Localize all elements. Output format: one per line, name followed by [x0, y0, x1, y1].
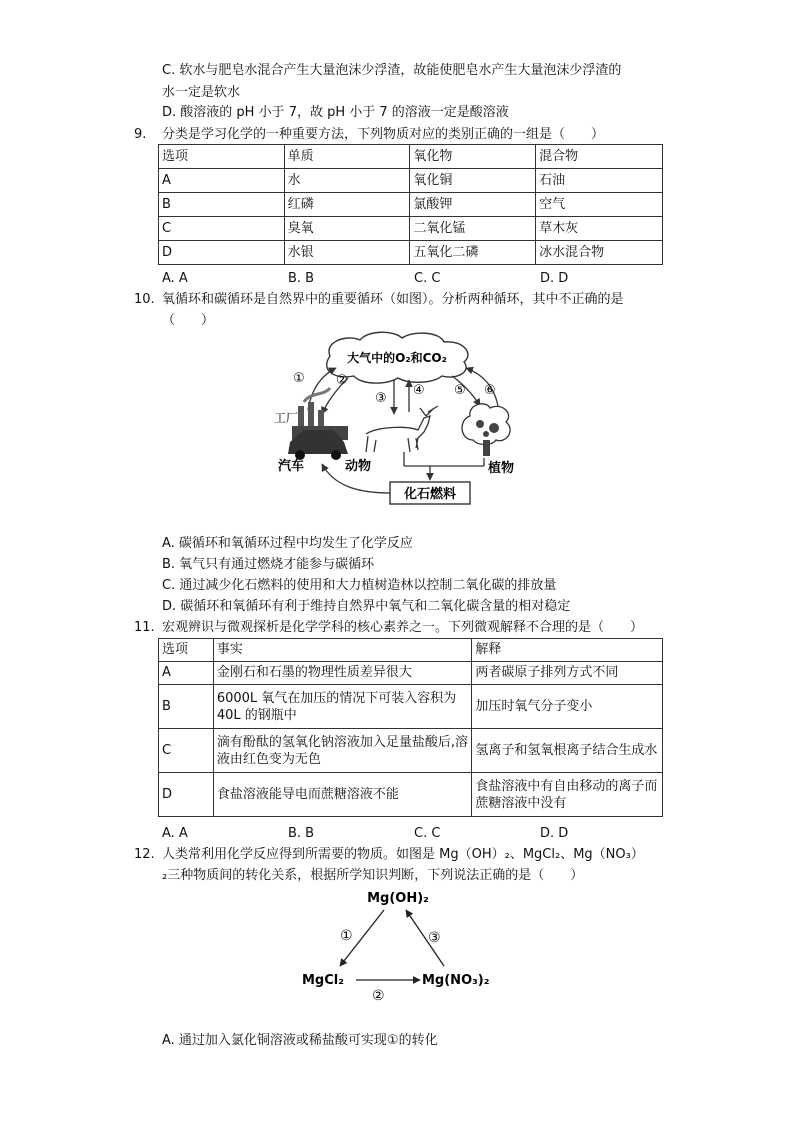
q11-stem: 宏观辨识与微观探析是化学学科的核心素养之一。下列微观解释不合理的是（ ） [162, 620, 644, 635]
q8-option-c-line1: C. 软水与肥皂水混合产生大量泡沫少浮渣，故能使肥皂水产生大量泡沫少浮渣的 [162, 63, 622, 78]
q8-option-c-line2: 水一定是软水 [162, 85, 241, 100]
q9-option-c[interactable]: C. C [414, 271, 441, 286]
table-row [159, 662, 663, 685]
table-cell: 二氧化锰 [410, 217, 536, 241]
q11-option-c[interactable]: C. C [414, 826, 441, 841]
table-cell: B [159, 193, 285, 217]
table-cell: 氢离子和氢氧根离子结合生成水 [472, 729, 663, 773]
table-cell: 金刚石和石墨的物理性质差异很大 [213, 662, 472, 685]
table-cell: 臭氧 [284, 217, 410, 241]
table-cell: 水 [284, 169, 410, 193]
q11-option-d[interactable]: D. D [540, 826, 569, 841]
table-cell: 水银 [284, 241, 410, 265]
q9-stem: 分类是学习化学的一种重要方法，下列物质对应的类别正确的一组是（ ） [162, 127, 605, 142]
q10-number: 10. [134, 292, 155, 307]
table-cell: 五氧化二磷 [410, 241, 536, 265]
deer-icon [366, 406, 438, 452]
marker-2: ② [372, 988, 385, 1004]
animal-label: 动物 [345, 459, 372, 474]
carbon-oxygen-cycle-diagram [268, 330, 526, 510]
q11-header-cell: 事实 [213, 639, 472, 662]
plant-label: 植物 [488, 461, 515, 476]
marker-1: ① [340, 928, 353, 944]
q9-header-cell: 混合物 [536, 145, 663, 169]
table-cell: 草木灰 [536, 217, 663, 241]
q11-header-cell: 解释 [472, 639, 663, 662]
table-cell: 氧化铜 [410, 169, 536, 193]
tree-icon [462, 404, 510, 456]
q10-option-c[interactable]: C. 通过减少化石燃料的使用和大力植树造林以控制二氧化碳的排放量 [162, 578, 557, 593]
table-cell: 石油 [536, 169, 663, 193]
q10-stem-line1: 氧循环和碳循环是自然界中的重要循环（如图）。分析两种循环，其中不正确的是 [162, 292, 624, 307]
q9-header-cell: 氧化物 [410, 145, 536, 169]
mgcl2-label: MgCl₂ [302, 973, 344, 988]
marker-2: ② [336, 373, 348, 388]
table-cell: C [159, 217, 285, 241]
q12-stem-line1: 人类常利用化学反应得到所需要的物质。如图是 Mg（OH）₂、MgCl₂、Mg（NO₃） [162, 847, 644, 862]
q9-option-a[interactable]: A. A [162, 271, 188, 286]
table-cell: 红磷 [284, 193, 410, 217]
car-label: 汽车 [278, 459, 305, 474]
table-cell: C [159, 729, 214, 773]
q12-stem-line2: ₂三种物质间的转化关系，根据所学知识判断，下列说法正确的是（ ） [162, 868, 584, 883]
q10-stem-line2: （ ） [162, 313, 215, 328]
q11-table [158, 638, 663, 817]
table-cell: 两者碳原子排列方式不同 [472, 662, 663, 685]
marker-5: ⑤ [454, 383, 466, 398]
table-cell: D [159, 773, 214, 817]
q11-option-a[interactable]: A. A [162, 826, 188, 841]
q10-option-a[interactable]: A. 碳循环和氧循环过程中均发生了化学反应 [162, 536, 413, 551]
marker-6: ⑥ [484, 383, 496, 398]
table-row [159, 169, 663, 193]
q9-option-b[interactable]: B. B [288, 271, 315, 286]
factory-label: 工厂 [274, 411, 299, 425]
fossil-fuel-label: 化石燃料 [403, 487, 457, 502]
q12-option-a[interactable]: A. 通过加入氯化铜溶液或稀盐酸可实现①的转化 [162, 1033, 438, 1048]
mgoh2-label: Mg(OH)₂ [367, 891, 429, 906]
q9-header-cell: 选项 [159, 145, 285, 169]
q11-header-cell: 选项 [159, 639, 214, 662]
table-cell: 6000L 氧气在加压的情况下可装入容积为40L 的钢瓶中 [213, 685, 472, 729]
table-cell: 冰水混合物 [536, 241, 663, 265]
q12-number: 12. [134, 847, 155, 862]
table-cell: 食盐溶液中有自由移动的离子而蔗糖溶液中没有 [472, 773, 663, 817]
table-cell: D [159, 241, 285, 265]
table-cell: 滴有酚酞的氢氧化钠溶液加入足量盐酸后,溶液由红色变为无色 [213, 729, 472, 773]
mg-conversion-diagram [296, 886, 506, 1004]
marker-4: ④ [413, 383, 425, 398]
table-row [159, 217, 663, 241]
table-cell: B [159, 685, 214, 729]
q9-options [162, 270, 666, 288]
mgno32-label: Mg(NO₃)₂ [422, 973, 490, 988]
table-cell: 加压时氧气分子变小 [472, 685, 663, 729]
q9-number: 9. [134, 127, 147, 142]
cloud-label: 大气中的O₂和CO₂ [347, 351, 447, 365]
table-cell: 氯酸钾 [410, 193, 536, 217]
q8-option-d: D. 酸溶液的 pH 小于 7，故 pH 小于 7 的溶液一定是酸溶液 [162, 105, 509, 120]
table-cell: A [159, 169, 285, 193]
table-row [159, 193, 663, 217]
table-cell: A [159, 662, 214, 685]
q10-option-d[interactable]: D. 碳循环和氧循环有利于维持自然界中氧气和二氧化碳含量的相对稳定 [162, 599, 571, 614]
q11-number: 11. [134, 620, 155, 635]
q11-header-row [159, 639, 663, 662]
table-row [159, 773, 663, 817]
table-cell: 食盐溶液能导电而蔗糖溶液不能 [213, 773, 472, 817]
marker-3: ③ [375, 391, 387, 406]
table-row [159, 241, 663, 265]
table-cell: 空气 [536, 193, 663, 217]
q10-option-b[interactable]: B. 氧气只有通过燃烧才能参与碳循环 [162, 557, 375, 572]
q9-option-d[interactable]: D. D [540, 271, 569, 286]
q11-options [162, 825, 666, 843]
q11-option-b[interactable]: B. B [288, 826, 315, 841]
q9-table [158, 144, 663, 265]
table-row [159, 685, 663, 729]
q9-header-row [159, 145, 663, 169]
marker-1: ① [293, 371, 305, 386]
marker-3: ③ [428, 930, 441, 946]
q9-header-cell: 单质 [284, 145, 410, 169]
table-row [159, 729, 663, 773]
